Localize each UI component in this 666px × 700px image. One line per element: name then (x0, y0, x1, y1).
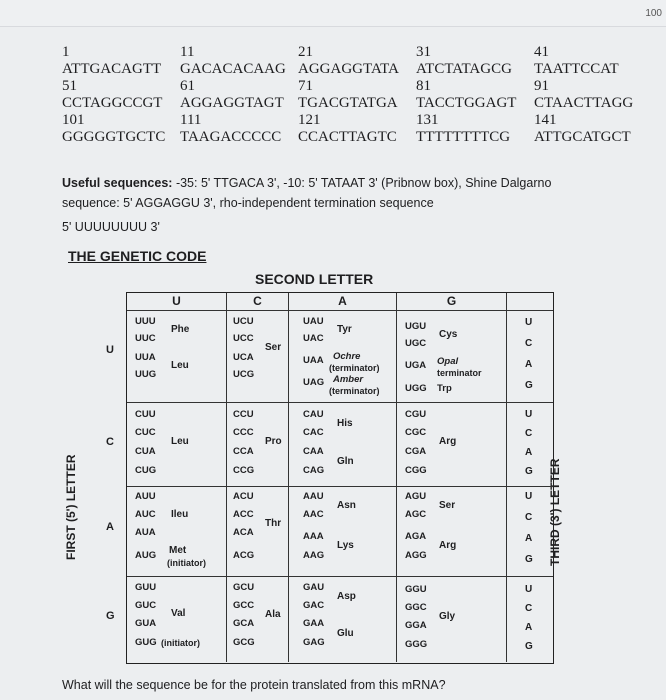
column-header-c: C (227, 293, 289, 311)
position-number: 121 (298, 112, 321, 128)
third-letter-group-a: U C A G (507, 487, 553, 577)
codon-block-cc: CCU CCC CCA CCG Pro (227, 403, 289, 487)
codon-block-ag: AGU AGC Ser AGA AGG Arg (397, 487, 507, 577)
first-letter-g: G (106, 610, 115, 622)
sequence-chunk: AGGAGGTAGT (180, 95, 284, 111)
first-letter-u: U (106, 344, 114, 356)
sequence-chunk: CCTAGGCCGT (62, 95, 163, 111)
first-letter-label: FIRST (5') LETTER (64, 454, 78, 560)
sequence-chunk: TACCTGGAGT (416, 95, 517, 111)
sequence-chunk: CTAACTTAGG (534, 95, 634, 111)
codon-block-aa: AAU AAC Asn AAA AAG Lys (289, 487, 397, 577)
position-number: 11 (180, 44, 195, 60)
sequence-row (62, 61, 652, 78)
sequence-chunk: GACACACAAG (180, 61, 286, 77)
position-number: 61 (180, 78, 195, 94)
position-number: 81 (416, 78, 431, 94)
sequence-chunk: ATTGCATGCT (534, 129, 631, 145)
third-letter-label: THIRD (3') LETTER (548, 458, 562, 566)
sequence-row (62, 112, 652, 129)
position-number: 141 (534, 112, 557, 128)
genetic-code-table (126, 292, 554, 664)
position-number: 111 (180, 112, 202, 128)
sequence-chunk: TAATTCCAT (534, 61, 619, 77)
sequence-chunk: GGGGGTGCTC (62, 129, 166, 145)
codon-block-ua: UAU UAC Tyr UAA Ochre (terminator) UAG Amber (terminator) (289, 311, 397, 403)
codon-block-ca: CAU CAC His CAA CAG Gln (289, 403, 397, 487)
sequence-row (62, 44, 652, 61)
codon-block-uu: UUU UUC UUA UUG Phe Leu (127, 311, 227, 403)
sequence-chunk: CCACTTAGTC (298, 129, 397, 145)
codon-block-ac: ACU ACC ACA ACG Thr (227, 487, 289, 577)
position-number: 21 (298, 44, 313, 60)
codon-block-gg: GGU GGC GGA GGG Gly (397, 577, 507, 662)
third-letter-group-u: U C A G (507, 311, 553, 403)
first-letter-a: A (106, 521, 114, 533)
position-number: 1 (62, 44, 70, 60)
useful-label: Useful sequences: (62, 176, 173, 190)
column-header-third (507, 293, 553, 311)
position-number: 31 (416, 44, 431, 60)
useful-sequences (62, 173, 622, 237)
first-letter-c: C (106, 436, 114, 448)
codon-block-uc: UCU UCC UCA UCG Ser (227, 311, 289, 403)
codon-block-gu: GUU GUC GUA Val GUG (initiator) (127, 577, 227, 662)
sequence-chunk: ATCTATAGCG (416, 61, 512, 77)
sequence-row (62, 78, 652, 95)
useful-line-1: -35: 5' TTGACA 3', -10: 5' TATAAT 3' (Pribnow box), Shine Dalgarno (172, 176, 552, 190)
question-text: What will the sequence be for the protein translated from this mRNA? (62, 678, 446, 692)
column-header-a: A (289, 293, 397, 311)
dna-sequence (62, 44, 652, 146)
useful-line-2: sequence: 5' AGGAGGU 3', rho-independent termination sequence (62, 196, 434, 210)
position-number: 71 (298, 78, 313, 94)
sequence-chunk: AGGAGGTATA (298, 61, 399, 77)
codon-block-gc: GCU GCC GCA GCG Ala (227, 577, 289, 662)
sequence-row (62, 95, 652, 112)
sequence-row (62, 129, 652, 146)
codon-block-ug: UGU UGC Cys UGA Opal terminator UGG Trp (397, 311, 507, 403)
second-letter-label: SECOND LETTER (255, 271, 374, 287)
column-header-g: G (397, 293, 507, 311)
column-header-u: U (127, 293, 227, 311)
position-number: 51 (62, 78, 77, 94)
position-number: 101 (62, 112, 85, 128)
position-number: 131 (416, 112, 439, 128)
sequence-chunk: TAAGACCCCC (180, 129, 282, 145)
genetic-code-title: THE GENETIC CODE (68, 248, 207, 264)
position-number: 91 (534, 78, 549, 94)
third-letter-group-c: U C A G (507, 403, 553, 487)
useful-line-3: 5' UUUUUUUU 3' (62, 220, 160, 234)
sequence-chunk: TTTTTTTTCG (416, 129, 511, 145)
codon-block-au: AUU AUC AUA Ileu AUG Met (initiator) (127, 487, 227, 577)
third-letter-group-g: U C A G (525, 584, 533, 652)
codon-block-cg: CGU CGC CGA CGG Arg (397, 403, 507, 487)
codon-block-ga: GAU GAC Asp GAA GAG Glu (289, 577, 397, 662)
sequence-chunk: ATTGACAGTT (62, 61, 162, 77)
top-bar (0, 0, 666, 27)
position-number: 41 (534, 44, 549, 60)
page-number: 100 (645, 8, 662, 19)
sequence-chunk: TGACGTATGA (298, 95, 398, 111)
codon-block-cu: CUU CUC CUA CUG Leu (127, 403, 227, 487)
